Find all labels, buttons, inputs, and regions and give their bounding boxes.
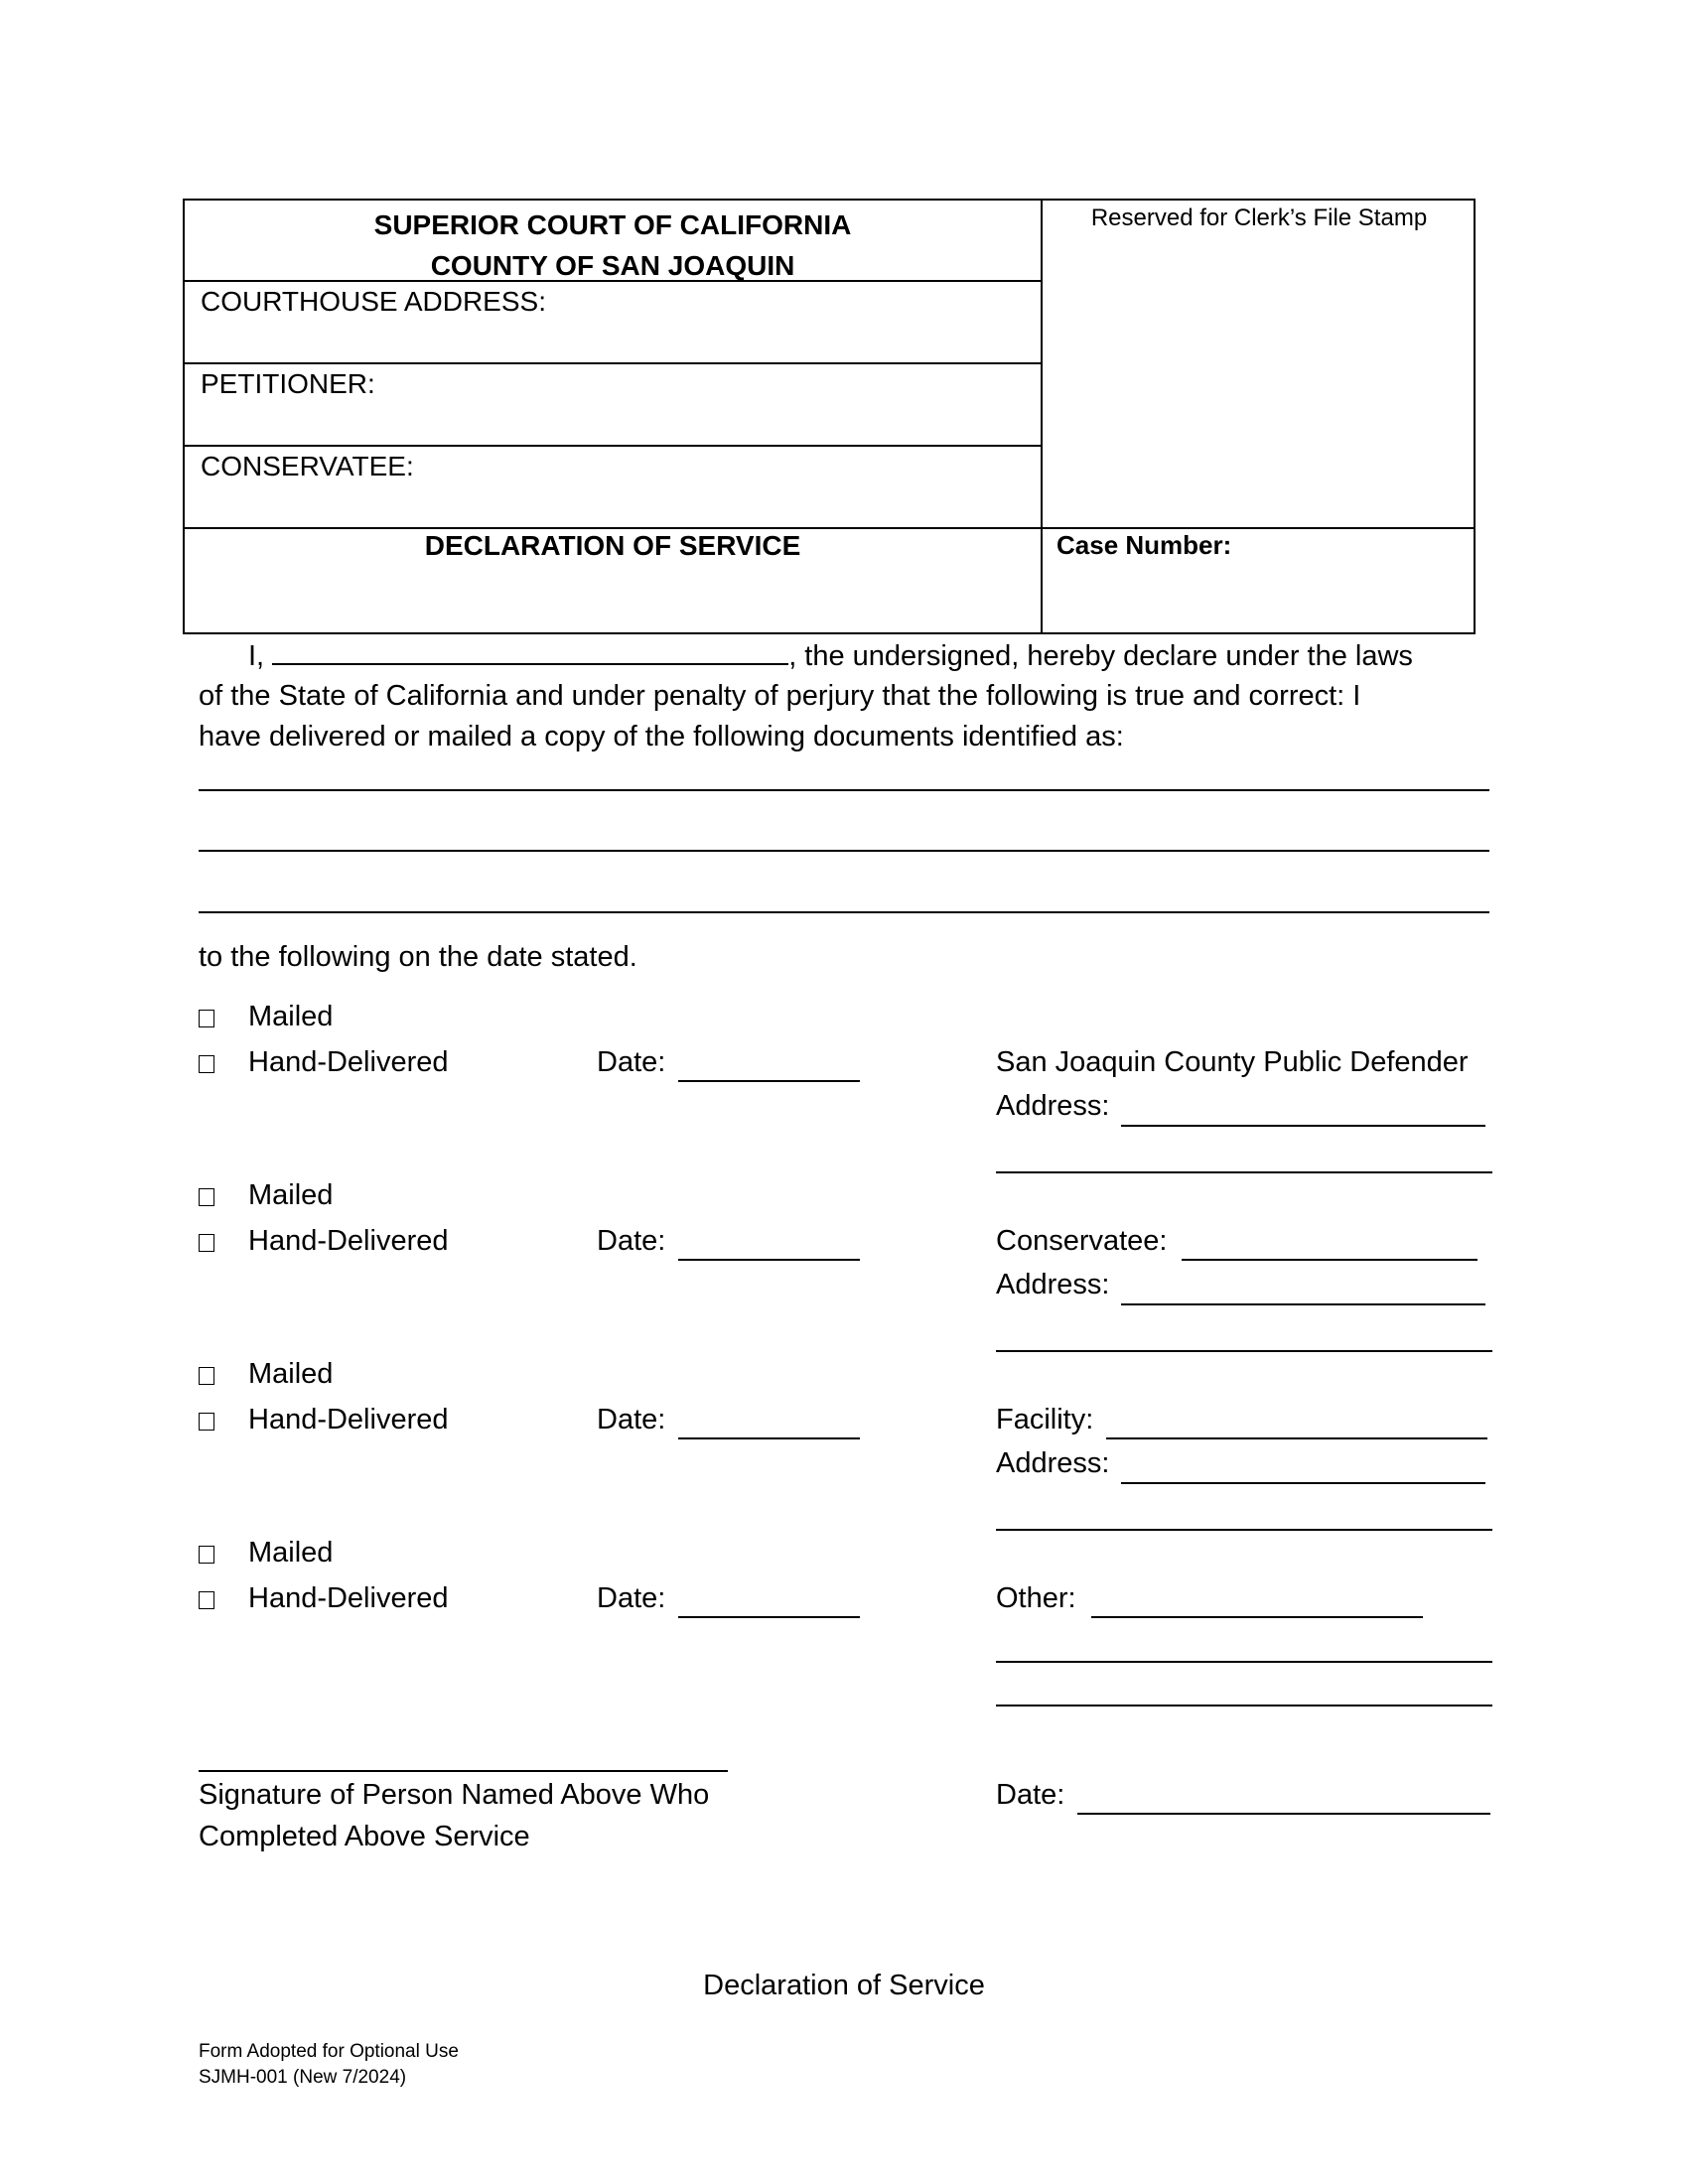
caption-rule <box>185 445 1041 447</box>
mailed-label: Mailed <box>248 1358 334 1390</box>
hand-delivered-checkbox[interactable] <box>199 1055 214 1073</box>
address-field[interactable] <box>1121 1125 1485 1127</box>
mailed-checkbox[interactable] <box>199 1546 214 1564</box>
date-field[interactable] <box>678 1259 860 1261</box>
signature-label-line-2: Completed Above Service <box>199 1821 530 1852</box>
public-defender-label: San Joaquin County Public Defender <box>996 1046 1469 1078</box>
caption-divider <box>1041 201 1043 632</box>
mailed-checkbox[interactable] <box>199 1367 214 1385</box>
footer-title: Declaration of Service <box>703 1970 985 2001</box>
address-label: Address: <box>996 1090 1110 1122</box>
mailed-checkbox[interactable] <box>199 1188 214 1206</box>
mailed-label: Mailed <box>248 1001 334 1032</box>
form-adopted-note: Form Adopted for Optional Use <box>199 2041 459 2062</box>
declaration-paragraph <box>199 635 1489 757</box>
date-field[interactable] <box>678 1616 860 1618</box>
form-id: SJMH-001 (New 7/2024) <box>199 2067 407 2088</box>
court-name <box>185 205 1041 286</box>
other-field-line-2[interactable] <box>996 1661 1492 1663</box>
signature-date-label: Date: <box>996 1779 1065 1811</box>
date-field[interactable] <box>678 1437 860 1439</box>
to-following-text: to the following on the date stated. <box>199 941 637 973</box>
document-title: DECLARATION OF SERVICE <box>424 530 801 561</box>
court-line-1: SUPERIOR COURT OF CALIFORNIA <box>373 209 852 240</box>
address-field-line-2[interactable] <box>996 1171 1492 1173</box>
other-field-line-3[interactable] <box>996 1705 1492 1706</box>
conservatee-field[interactable] <box>1182 1259 1477 1261</box>
courthouse-address-label: COURTHOUSE ADDRESS: <box>201 286 546 317</box>
mailed-label: Mailed <box>248 1179 334 1211</box>
documents-line[interactable] <box>199 850 1489 852</box>
address-field-line-2[interactable] <box>996 1350 1492 1352</box>
conservatee-recipient-label: Conservatee: <box>996 1225 1168 1257</box>
documents-line[interactable] <box>199 911 1489 913</box>
date-label: Date: <box>597 1046 666 1078</box>
date-label: Date: <box>597 1582 666 1614</box>
caption-rule <box>185 362 1041 364</box>
clerk-stamp-label: Reserved for Clerk’s File Stamp <box>1090 205 1428 231</box>
hand-delivered-checkbox[interactable] <box>199 1591 214 1609</box>
signature-date-field[interactable] <box>1077 1813 1490 1815</box>
declaration-line-3: have delivered or mailed a copy of the following documents identified as: <box>199 721 1124 752</box>
facility-label: Facility: <box>996 1404 1094 1435</box>
facility-field[interactable] <box>1106 1437 1487 1439</box>
petitioner-label: PETITIONER: <box>201 368 375 399</box>
hand-delivered-label: Hand-Delivered <box>248 1582 449 1614</box>
address-label: Address: <box>996 1447 1110 1479</box>
documents-line[interactable] <box>199 789 1489 791</box>
caption-box <box>183 199 1476 634</box>
address-field[interactable] <box>1121 1303 1485 1305</box>
address-field-line-2[interactable] <box>996 1529 1492 1531</box>
caption-rule <box>185 527 1476 529</box>
hand-delivered-checkbox[interactable] <box>199 1413 214 1431</box>
mailed-label: Mailed <box>248 1537 334 1569</box>
i-prefix: I, <box>248 640 265 672</box>
date-field[interactable] <box>678 1080 860 1082</box>
declaration-line-1: , the undersigned, hereby declare under the laws <box>788 640 1413 672</box>
mailed-checkbox[interactable] <box>199 1010 214 1027</box>
date-label: Date: <box>597 1225 666 1257</box>
hand-delivered-label: Hand-Delivered <box>248 1225 449 1257</box>
case-number-label: Case Number: <box>1056 530 1232 560</box>
address-label: Address: <box>996 1269 1110 1300</box>
hand-delivered-label: Hand-Delivered <box>248 1404 449 1435</box>
other-field[interactable] <box>1091 1616 1423 1618</box>
signature-label-line-1: Signature of Person Named Above Who <box>199 1779 710 1811</box>
address-field[interactable] <box>1121 1482 1485 1484</box>
date-label: Date: <box>597 1404 666 1435</box>
declarant-name-field[interactable] <box>272 635 788 665</box>
signature-field[interactable] <box>199 1770 728 1772</box>
hand-delivered-checkbox[interactable] <box>199 1234 214 1252</box>
court-line-2: COUNTY OF SAN JOAQUIN <box>430 250 795 281</box>
hand-delivered-label: Hand-Delivered <box>248 1046 449 1078</box>
declaration-line-2: of the State of California and under penalty of perjury that the following is true and correct: I <box>199 680 1361 712</box>
conservatee-label: CONSERVATEE: <box>201 451 414 481</box>
other-label: Other: <box>996 1582 1076 1614</box>
